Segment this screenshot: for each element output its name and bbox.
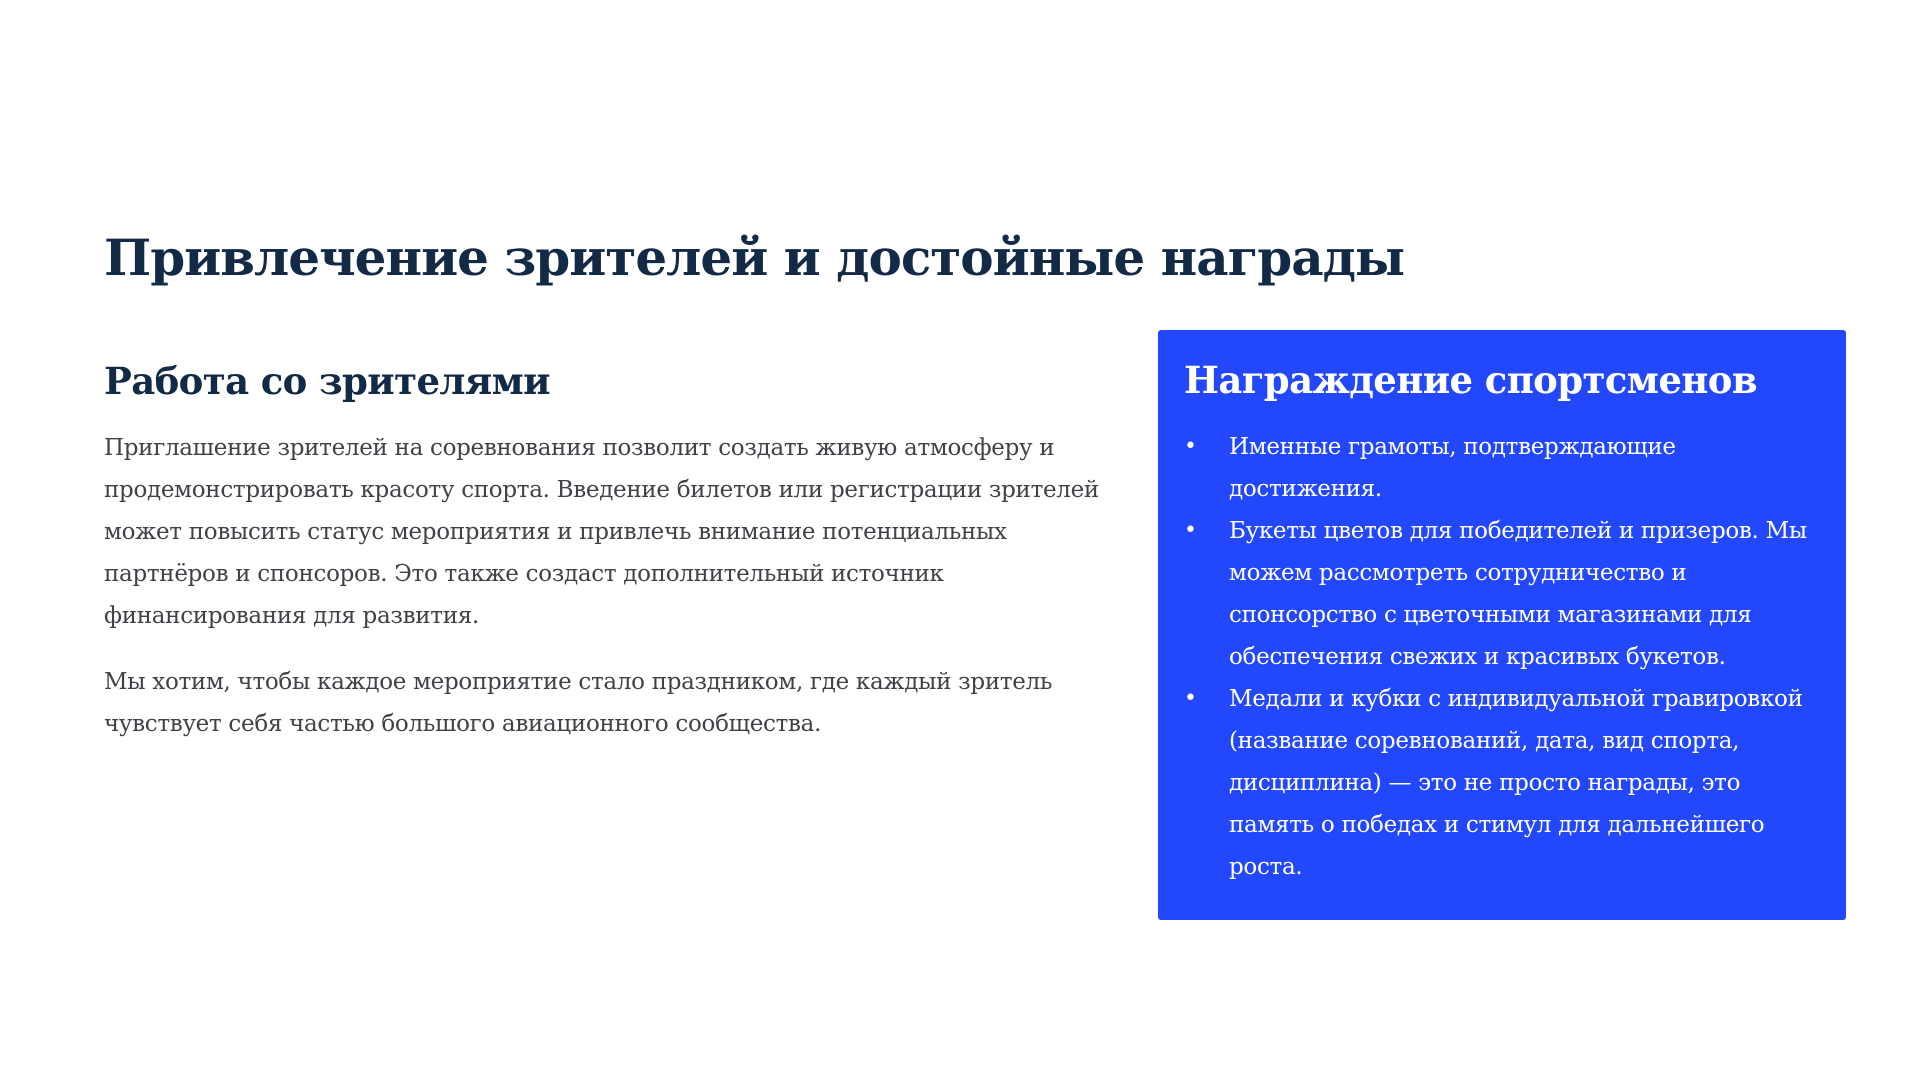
awards-list-item-text: Именные грамоты, подтверждающие достижения.: [1229, 434, 1676, 502]
awards-heading: Награждение спортсменов: [1184, 358, 1757, 402]
bullet-icon: •: [1184, 518, 1197, 543]
awards-list-item: [1184, 510, 1820, 678]
awards-list-item-text: Букеты цветов для победителей и призеров. Мы можем рассмотреть сотрудничество и спонсорство с цветочными магазинами для обеспечения свежих и красивых букетов.: [1229, 518, 1807, 670]
spectators-heading: Работа со зрителями: [104, 359, 551, 403]
awards-card: [1158, 330, 1846, 920]
bullet-icon: •: [1184, 686, 1197, 711]
spectators-paragraph: Мы хотим, чтобы каждое мероприятие стало праздником, где каждый зритель чувствует себя частью большого авиационного сообщества.: [104, 669, 1053, 737]
awards-list-item: [1184, 426, 1820, 510]
slide-title: Привлечение зрителей и достойные награды: [104, 228, 1405, 287]
awards-list-item-text: Медали и кубки с индивидуальной гравировкой (название соревнований, дата, вид спорта, дисциплина) — это не просто награды, это память о победах и стимул для дальнейшего роста.: [1229, 686, 1803, 880]
awards-list: [1184, 426, 1820, 888]
spectators-paragraph: Приглашение зрителей на соревнования позволит создать живую атмосферу и продемонстрировать красоту спорта. Введение билетов или регистрации зрителей может повысить статус мероприятия и привлечь внимание потенциальных партнёров и спонсоров. Это также создаст дополнительный источник финансирования для развития.: [104, 435, 1099, 629]
bullet-icon: •: [1184, 434, 1197, 459]
spectators-section: [104, 355, 1114, 769]
awards-list-item: [1184, 678, 1820, 888]
